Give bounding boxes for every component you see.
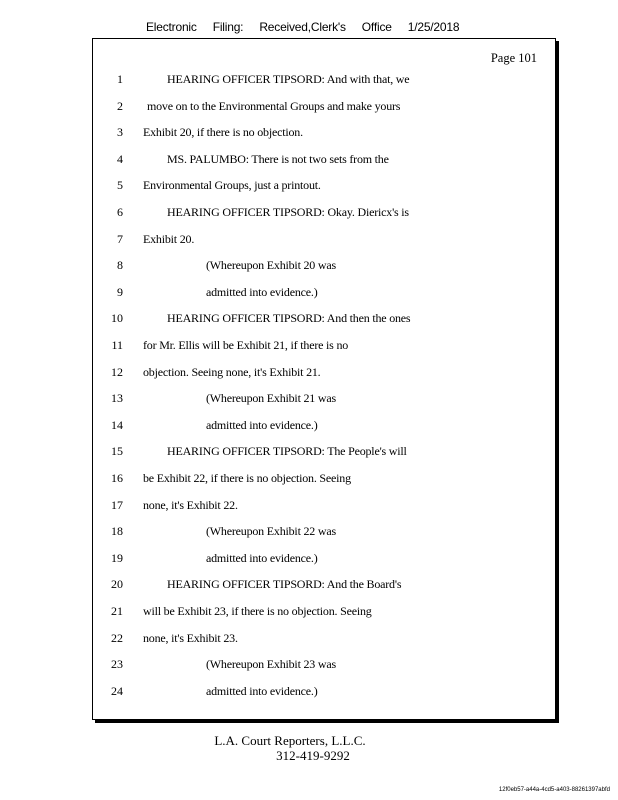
line-number: 15 — [111, 444, 123, 459]
transcript-line-text: Exhibit 20. — [143, 231, 195, 246]
transcript-line-text: will be Exhibit 23, if there is no objection. Seeing — [143, 604, 372, 618]
line-number: 7 — [117, 231, 123, 246]
court-reporter-phone: 312-419-9292 — [276, 748, 350, 763]
transcript-line-text: for Mr. Ellis will be Exhibit 21, if there is no — [143, 338, 349, 352]
transcript-line-text: be Exhibit 22, if there is no objection. Seeing — [143, 471, 351, 485]
transcript-line-text: admitted into evidence.) — [206, 683, 318, 698]
line-number: 6 — [117, 205, 123, 219]
transcript-line-text: none, it's Exhibit 23. — [143, 630, 238, 645]
line-number: 23 — [111, 657, 123, 672]
transcript-line-text: HEARING OFFICER TIPSORD: And then the ones — [167, 311, 411, 326]
line-number: 20 — [111, 577, 123, 592]
filing-stamp-word-2: Filing: — [212, 20, 244, 34]
line-number: 14 — [111, 417, 123, 432]
line-number: 10 — [111, 311, 123, 326]
filing-stamp-word-1: Electronic — [146, 20, 197, 34]
line-number: 18 — [111, 524, 123, 539]
line-number: 17 — [111, 497, 123, 512]
transcript-line-text: admitted into evidence.) — [206, 550, 318, 565]
transcript-line-text: none, it's Exhibit 22. — [143, 497, 238, 512]
line-number: 4 — [117, 151, 123, 166]
transcript-line-text: HEARING OFFICER TIPSORD: And the Board's — [167, 577, 402, 592]
transcript-line-text: (Whereupon Exhibit 20 was — [206, 258, 336, 273]
transcript-line-text: MS. PALUMBO: There is not two sets from the — [167, 151, 389, 166]
transcript-line-text: Exhibit 20, if there is no objection. — [143, 125, 303, 140]
transcript-line-text: Environmental Groups, just a printout. — [143, 178, 321, 193]
transcript-line-text: admitted into evidence.) — [206, 284, 318, 299]
page-number: Page 101 — [490, 51, 537, 65]
line-number: 9 — [117, 284, 123, 299]
filing-stamp-date: 1/25/2018 — [407, 20, 460, 34]
line-number: 21 — [111, 604, 123, 618]
court-reporter-name: L.A. Court Reporters, L.L.C. — [214, 733, 366, 748]
line-number: 2 — [117, 98, 123, 113]
transcript-line-text: HEARING OFFICER TIPSORD: And with that, we — [167, 72, 410, 86]
line-number: 19 — [111, 550, 123, 565]
transcript-line-text: move on to the Environmental Groups and make yours — [147, 98, 401, 113]
transcript-line-text: (Whereupon Exhibit 23 was — [206, 657, 336, 672]
line-number: 3 — [117, 125, 123, 140]
filing-stamp-word-4: Office — [361, 20, 392, 34]
line-number: 11 — [111, 338, 123, 352]
line-number: 5 — [117, 178, 123, 193]
line-number: 8 — [117, 258, 123, 273]
line-number: 16 — [111, 471, 123, 485]
line-number: 24 — [111, 683, 123, 698]
line-number: 12 — [111, 364, 123, 379]
line-number: 13 — [111, 391, 123, 406]
transcript-line-text: objection. Seeing none, it's Exhibit 21. — [143, 364, 321, 379]
filing-stamp — [146, 20, 459, 34]
filing-stamp-word-3: Received,Clerk's — [259, 20, 346, 34]
transcript-page — [92, 38, 556, 720]
transcript-line-text: (Whereupon Exhibit 22 was — [206, 524, 336, 539]
transcript-line-text: (Whereupon Exhibit 21 was — [206, 391, 336, 406]
transcript-line-text: HEARING OFFICER TIPSORD: The People's will — [167, 444, 407, 459]
line-number: 22 — [111, 630, 123, 645]
transcript-line-text: admitted into evidence.) — [206, 417, 318, 432]
line-number: 1 — [117, 72, 123, 86]
document-id: 12f0eb57-a44a-4cd5-a403-88261397abfd — [498, 787, 610, 793]
transcript-line-text: HEARING OFFICER TIPSORD: Okay. Diericx's is — [167, 205, 409, 219]
